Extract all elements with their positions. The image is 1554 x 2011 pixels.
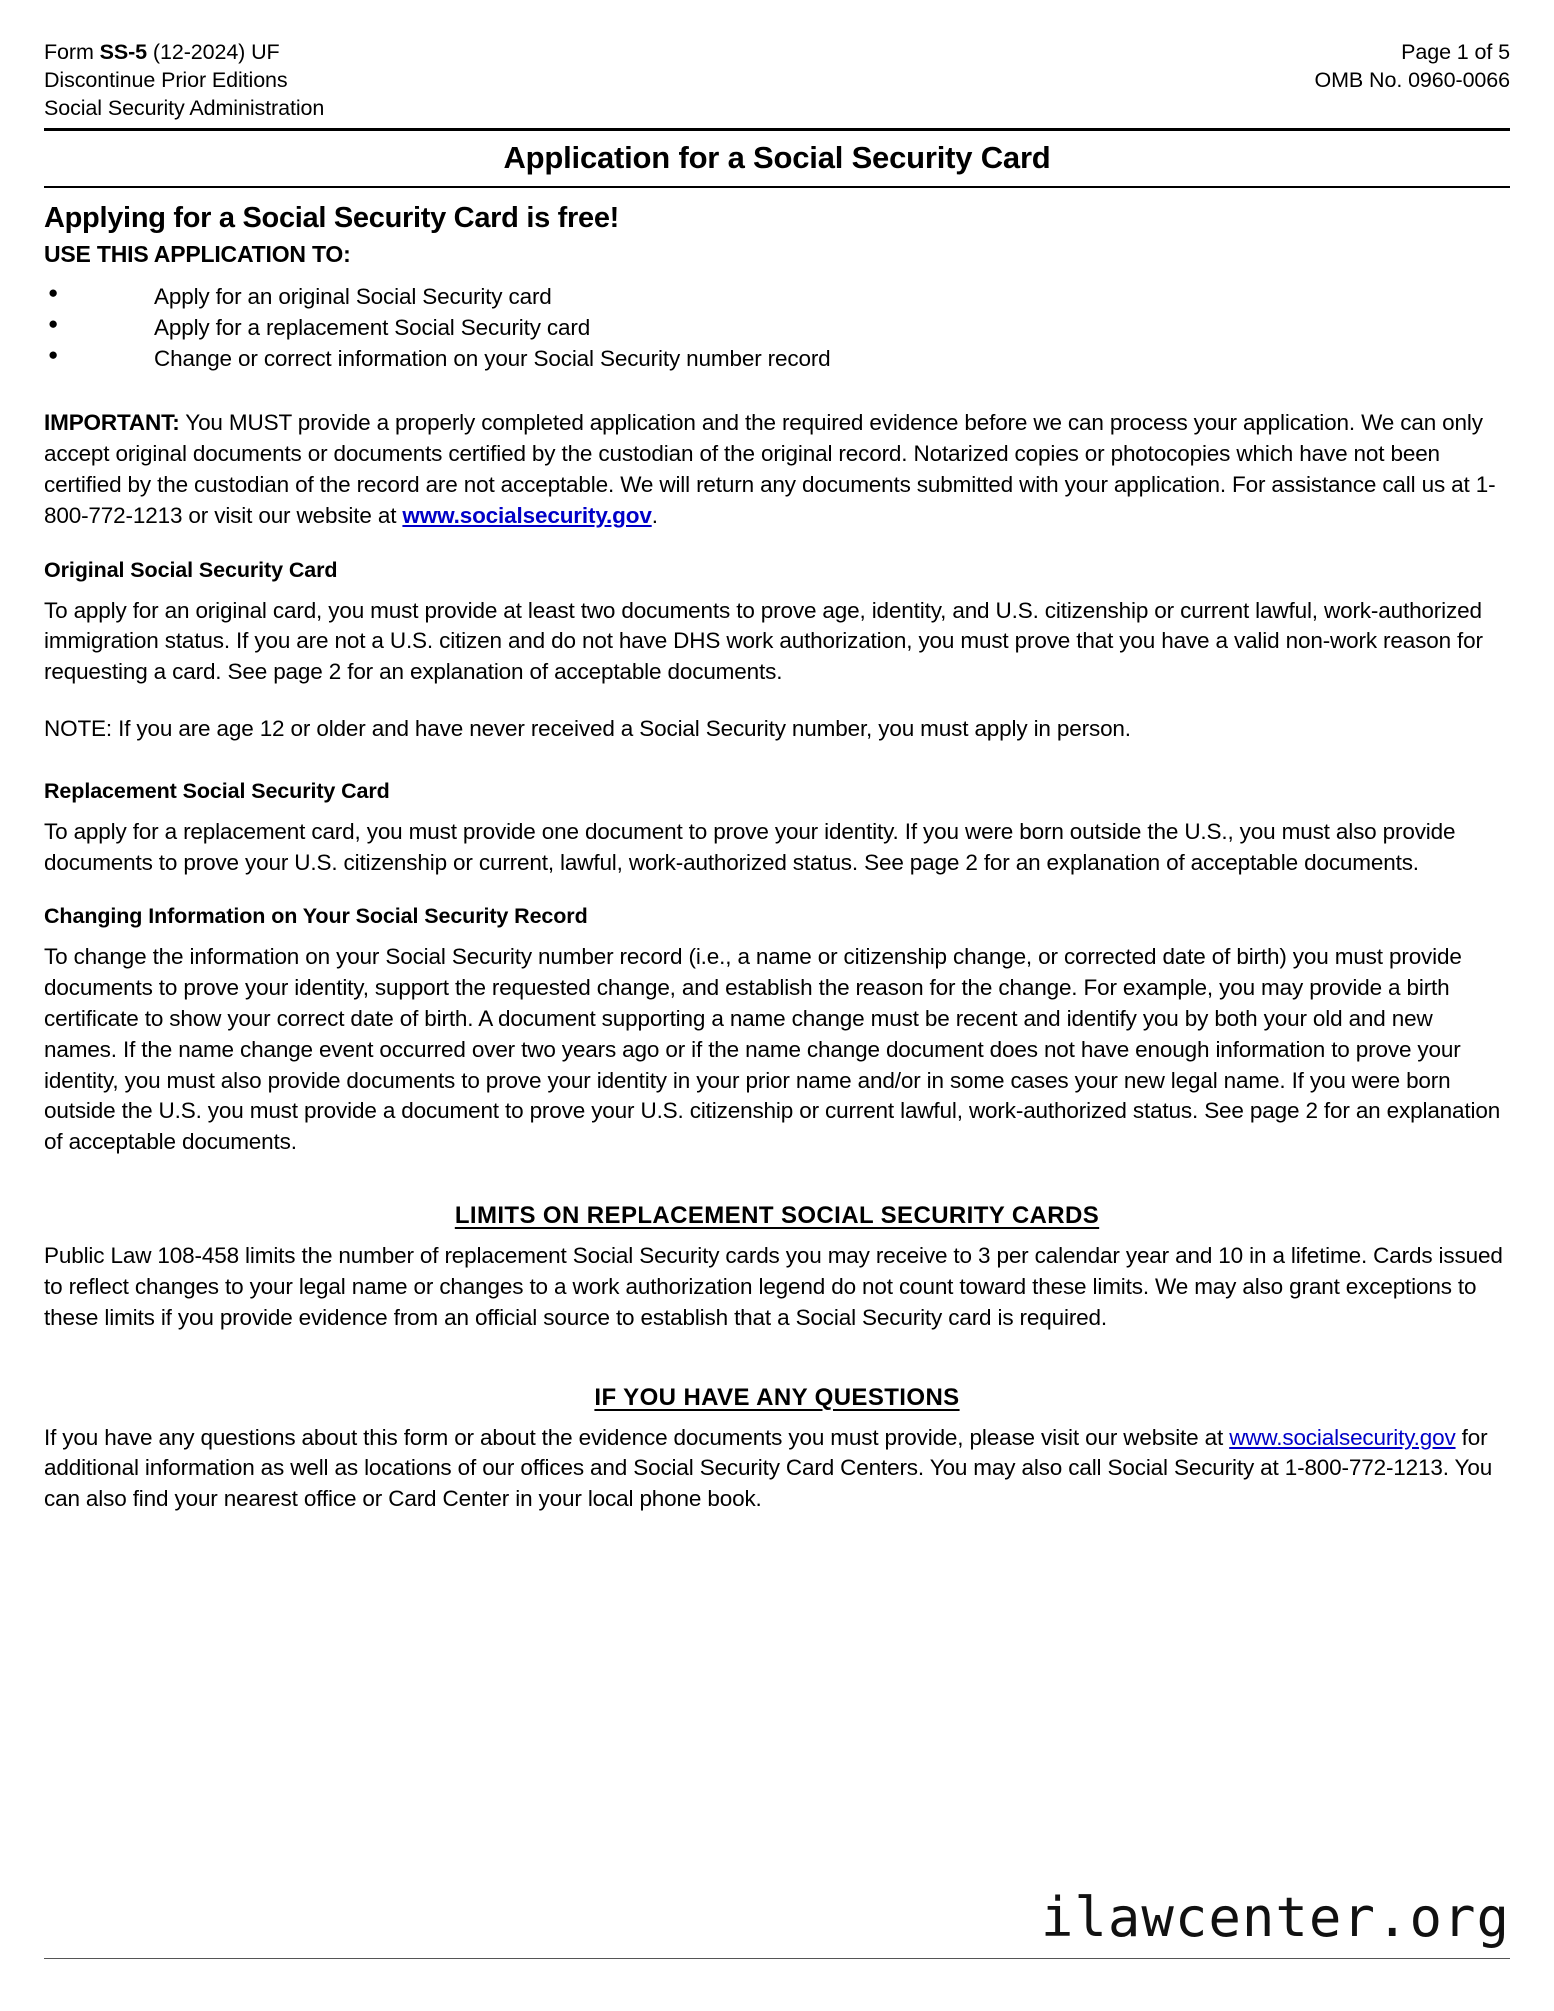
section-paragraph-replacement-card: To apply for a replacement card, you must provide one document to prove your identity. If you were born outside the U.S., you must also provide documents to prove your U.S. citizenship or current, lawful, work-authorized status. See page 2 for an explanation of acceptable documents. (44, 818, 1456, 875)
page-number: Page 1 of 5 (1401, 40, 1510, 64)
section-heading-replacement-card: Replacement Social Security Card (44, 778, 390, 803)
section-paragraph-original-card: To apply for an original card, you must provide at least two documents to prove age, identity, and U.S. citizenship or current lawful, work-authorized immigration status. If you are not a U.S. citizen and do not have DHS work authorization, you must prove that you have a valid non-work reason for requesting a card. See page 2 for an explanation of acceptable documents. (44, 597, 1483, 685)
header-divider-top (44, 128, 1510, 131)
questions-text-tail: for additional information as well as locations of our offices and Social Security Card Centers. You may also call Social Security at 1-800-772-1213. You can also find your nearest office or Card Center in your local phone book. (44, 1424, 1493, 1512)
questions-paragraph (44, 1423, 1510, 1515)
limits-heading: LIMITS ON REPLACEMENT SOCIAL SECURITY CARDS (454, 1202, 1100, 1230)
form-label: Form (44, 40, 100, 64)
form-number: SS-5 (99, 40, 148, 64)
discontinue-prior-editions: Discontinue Prior Editions (44, 68, 288, 93)
form-header-left (44, 38, 324, 122)
watermark: ilawcenter.org (1040, 1886, 1510, 1949)
spacer (44, 374, 1510, 408)
important-text: You MUST provide a properly completed application and the required evidence before we can process your application. We can only accept original documents or documents certified by the custodian of the original record. Notarized copies or photocopies which have not been certified by the custodian of the record are not acceptable. We will return any documents submitted with your application. For assistance call us at 1-800-772-1213 or visit our website at (44, 410, 1496, 528)
title-divider-bottom (44, 186, 1510, 188)
spacer (44, 745, 1510, 779)
spacer (44, 1192, 1510, 1202)
questions-heading: IF YOU HAVE ANY QUESTIONS (594, 1383, 960, 1411)
spacer (44, 688, 1510, 714)
use-application-heading: USE THIS APPLICATION TO: (44, 241, 351, 268)
socialsecurity-link-secondary[interactable]: www.socialsecurity.gov (1229, 1424, 1456, 1450)
form-number-line (44, 38, 324, 66)
list-item: ● Change or correct information on your Social Security number record (44, 344, 1510, 375)
important-paragraph (44, 408, 1510, 531)
free-heading: Applying for a Social Security Card is free! (44, 202, 620, 235)
original-card-note: NOTE: If you are age 12 or older and have never received a Social Security number, you must apply in person. (44, 715, 1131, 741)
questions-text: If you have any questions about this form or about the evidence documents you must provide, please visit our website at (44, 1424, 1230, 1450)
limits-paragraph: Public Law 108-458 limits the number of replacement Social Security cards you may receive to 3 per calendar year and 10 in a lifetime. Cards issued to reflect changes to your legal name or changes to a work authorization legend do not count toward these limits. We may also grant exceptions to these limits if you provide evidence from an official source to establish that a Social Security card is required. (44, 1243, 1503, 1330)
list-item: ● Apply for an original Social Security card (44, 282, 1510, 313)
spacer (44, 1368, 1510, 1384)
spacer (44, 878, 1510, 904)
use-application-list (44, 282, 1510, 374)
spacer (44, 1334, 1510, 1368)
footer-divider (44, 1958, 1510, 1959)
important-label: IMPORTANT: (44, 410, 180, 436)
form-header-right (1315, 38, 1511, 94)
agency-name: Social Security Administration (44, 96, 325, 121)
form-edition: (12-2024) UF (147, 40, 280, 64)
section-paragraph-changing-information: To change the information on your Social Security number record (i.e., a name or citizenship change, or corrected date of birth) you must provide documents to prove your identity, support the requested change, and establish the reason for the change. For example, you may provide a birth certificate to show your correct date of birth. A document supporting a name change must be recent and identify you by both your old and new names. If the name change event occurred over two years ago or if the name change document does not have enough information to prove your identity, you must also provide documents to prove your identity in your prior name and/or in some cases your new legal name. If you were born outside the U.S. you must provide a document to prove your U.S. citizenship or current lawful, work-authorized status. See page 2 for an explanation of acceptable documents. (44, 944, 1501, 1155)
important-text-tail: . (651, 502, 658, 528)
section-heading-original-card: Original Social Security Card (44, 557, 338, 582)
socialsecurity-link[interactable]: www.socialsecurity.gov (402, 502, 652, 528)
list-item: ● Apply for a replacement Social Security card (44, 313, 1510, 344)
omb-number: OMB No. 0960-0066 (1314, 68, 1510, 93)
form-header (44, 38, 1510, 122)
section-heading-changing-information: Changing Information on Your Social Security Record (44, 904, 588, 929)
spacer (44, 1158, 1510, 1192)
spacer (44, 532, 1510, 558)
page-title: Application for a Social Security Card (503, 140, 1051, 176)
